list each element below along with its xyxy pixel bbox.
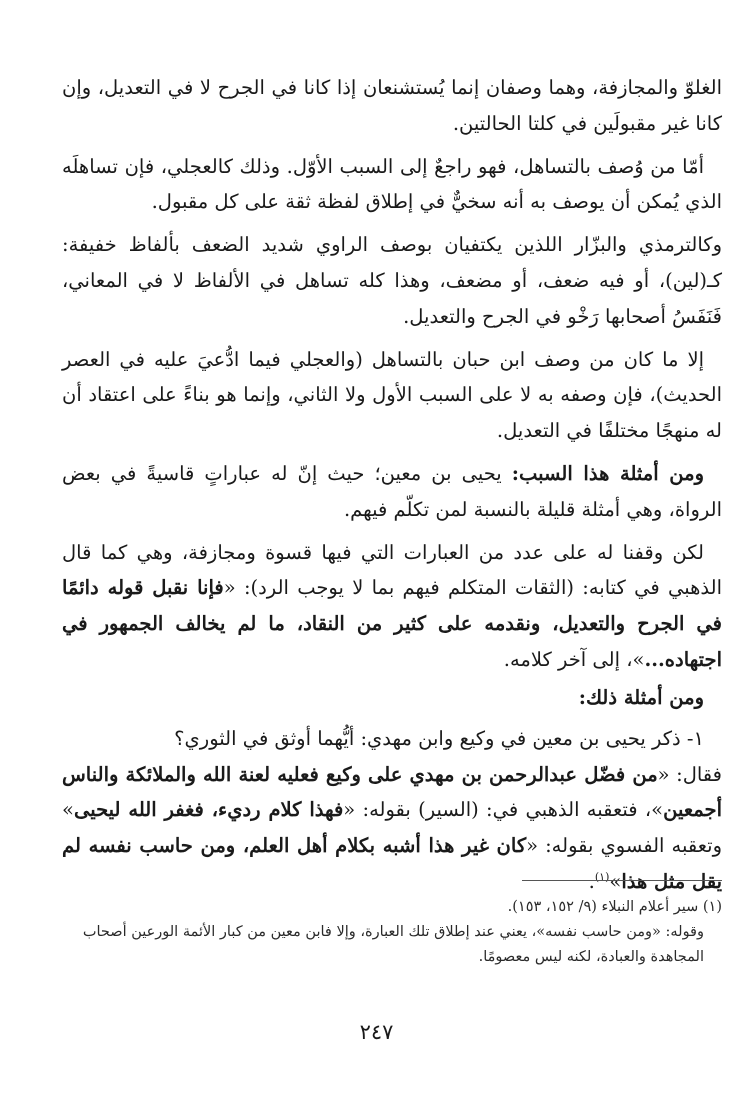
paragraph-6-text-b: »، إلى آخر كلامه. [503,647,645,671]
paragraph-8-text-c: » وتعقبه الفسوي بقوله: « [62,798,722,858]
footnote-separator [522,880,722,881]
footnote-1-note: وقوله: «ومن حاسب نفسه»، يعني عند إطلاق تلك العبارة، وإلا فابن معين من كبار الأئمة الورعين أصحاب المجاهدة والعبادة، لكنه ليس معصومًا. [82,924,704,965]
paragraph-7: ١- ذكر يحيى بن معين في وكيع وابن مهدي: أيُّهما أوثق في الثوري؟ [174,726,704,750]
paragraph-8-text-d: » [609,869,622,893]
paragraph-2: أمّا من وُصف بالتساهل، فهو راجعٌ إلى السبب الأوّل. وذلك كالعجلي، فإن تساهلَه الذي يُمكن أن يوصف به أنه سخيٌّ في إطلاق لفظة ثقة على كل مقبول. [62,154,722,214]
paragraph-6-quote: فإنا نقبل قوله دائمًا في الجرح والتعديل، ونقدمه على كثير من النقاد، ما لم يخالف الجمهور في اجتهاده... [62,576,722,671]
paragraph-1: الغلوّ والمجازفة، وهما وصفان إنما يُستشنعان إذا كانا في الجرح لا في التعديل، وإن كانا غير مقبولَين في كلتا الحالتين. [62,76,722,135]
paragraph-8-quote-1: من فضّل عبدالرحمن بن مهدي على وكيع فعليه لعنة الله والملائكة والناس أجمعين [62,762,722,822]
paragraph-8-quote-3: كان غير هذا أشبه بكلام أهل العلم، ومن حاسب نفسه لم يقل مثل هذا [62,834,722,893]
footnote-ref-1[interactable]: (١) [594,870,610,884]
paragraph-8-end: . [588,869,595,893]
paragraph-3: وكالترمذي والبزّار اللذين يكتفيان بوصف الراوي شديد الضعف بألفاظ خفيفة: كـ(لين)، أو فيه ضعف، أو مضعف، وهذا كله تساهل في الألفاظ لا في المعاني، فَنَفَسُ أصحابها رَخْو في الجرح والتعديل. [62,233,722,328]
footnotes [62,895,722,970]
paragraph-8-text-b: »، فتعقبه الذهبي في: (السير) بقوله: « [343,798,664,822]
footnote-1: (١) سير أعلام النبلاء (٩/ ١٥٢، ١٥٣). [507,899,722,915]
page-number: ٢٤٧ [359,1020,394,1044]
main-text [62,70,722,900]
paragraph-5-bold: ومن أمثلة هذا السبب: [511,461,704,485]
paragraph-5 [62,456,722,528]
paragraph-5-text: يحيى بن معين؛ حيث إنّ له عباراتٍ قاسيةً في بعض الرواة، وهي أمثلة قليلة بالنسبة لمن تكلّم فيهم. [62,461,722,521]
paragraph-6 [62,535,722,678]
paragraph-8 [62,757,722,900]
paragraph-8-text-a: فقال: « [657,762,722,786]
paragraph-6-text-a: لكن وقفنا له على عدد من العبارات التي فيها قسوة ومجازفة، وهي كما قال الذهبي في كتابه: (الثقات المتكلم فيهم بما لا يوجب الرد): « [62,540,722,600]
paragraph-4: إلا ما كان من وصف ابن حبان بالتساهل (والعجلي فيما ادُّعيَ عليه في العصر الحديث)، فإن وصفه به لا على السبب الأول ولا الثاني، وإنما هو بناءً على اعتقاد أن له منهجًا مختلفًا في التعديل. [62,347,722,443]
paragraph-8-quote-2: فهذا كلام رديء، فغفر الله ليحيى [73,798,344,822]
section-heading: ومن أمثلة ذلك: [578,685,704,709]
